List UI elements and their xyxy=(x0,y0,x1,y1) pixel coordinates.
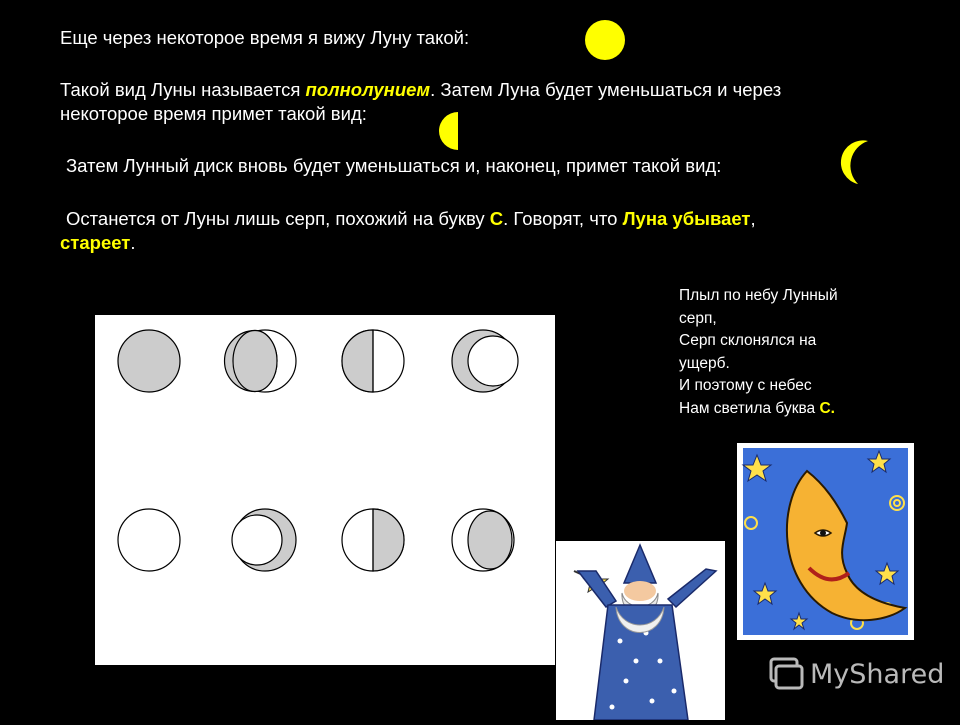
crescent-moon-illustration xyxy=(737,443,914,640)
watermark xyxy=(768,654,944,694)
full-moon-term: полнолунием xyxy=(305,79,431,100)
text-line-3: некоторое время примет такой вид: xyxy=(60,103,367,124)
phase-new-white xyxy=(118,509,180,571)
full-moon-icon xyxy=(584,19,628,63)
text-line-4: Затем Лунный диск вновь будет уменьшаться и, наконец, примет такой вид: xyxy=(66,155,722,176)
text-line-1: Еще через некоторое время я вижу Луну такой: xyxy=(60,27,470,48)
text-line-6: стареет. xyxy=(60,232,136,253)
phase-shaded-left-thin xyxy=(452,330,518,392)
watermark-text: MyShared xyxy=(810,658,945,690)
text-line-2: Такой вид Луны называется полнолунием. Затем Луна будет уменьшаться и через xyxy=(60,79,782,100)
crescent-moon-icon xyxy=(840,138,876,188)
phase-shaded-left-crescent xyxy=(225,330,296,392)
aging-term: стареет xyxy=(60,232,131,253)
phase-shaded-right-crescent xyxy=(232,509,296,571)
half-moon-icon xyxy=(434,110,460,152)
waning-moon-term: Луна убывает xyxy=(622,208,751,229)
moon-phases-diagram xyxy=(95,315,555,665)
poem: Плыл по небу Лунный серп, Серп склонялся на ущерб. И поэтому с небес Нам светила буква С. xyxy=(679,287,838,417)
phase-shaded-left-half xyxy=(342,330,404,392)
phase-shaded-right-half xyxy=(342,509,404,571)
slides-logo-icon xyxy=(768,656,804,692)
phase-shaded-right-gibbous xyxy=(452,509,514,571)
phase-full-shaded xyxy=(118,330,180,392)
text-line-5: Останется от Луны лишь серп, похожий на букву С. Говорят, что Луна убывает, xyxy=(66,208,756,229)
wizard-illustration xyxy=(556,541,725,720)
